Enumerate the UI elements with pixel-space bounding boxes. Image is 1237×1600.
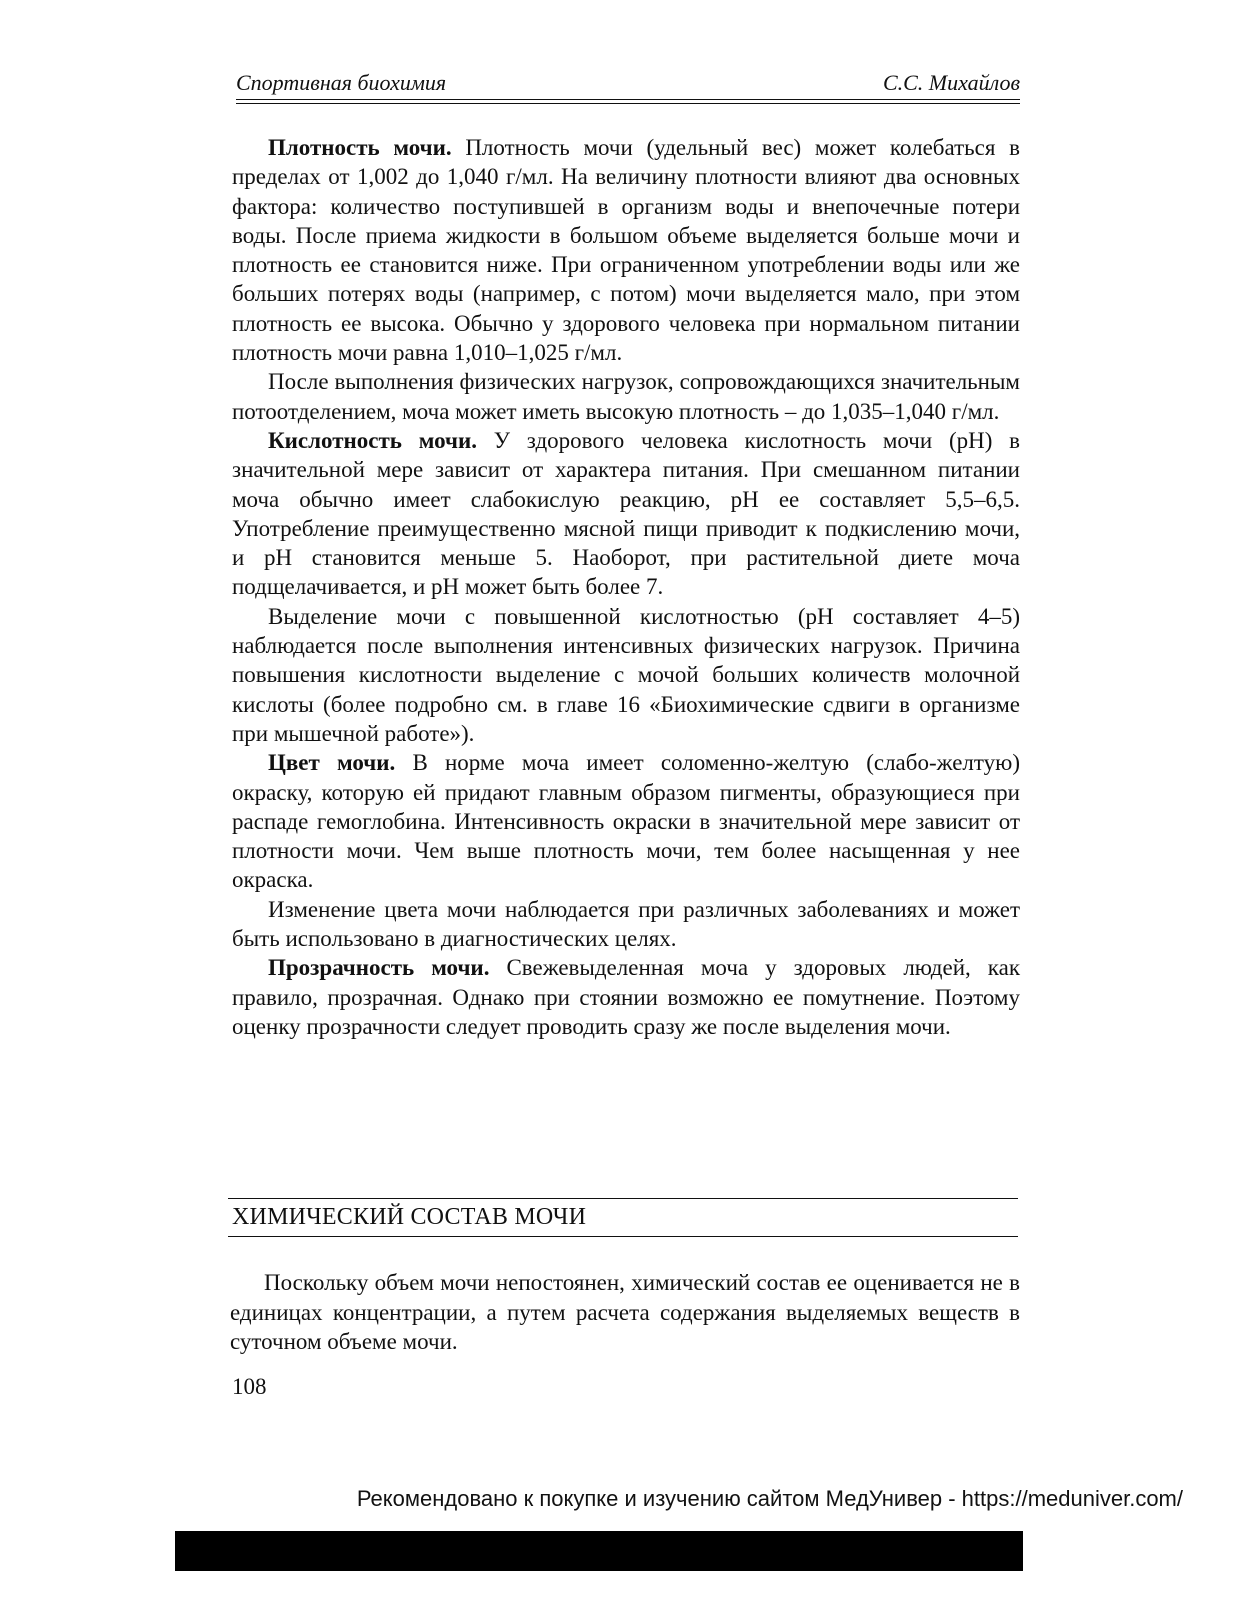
scan-edge-bar	[175, 1531, 1023, 1571]
book-title: Спортивная биохимия	[236, 70, 447, 95]
section-body	[230, 1268, 1020, 1357]
paragraph-text: После выполнения физических нагрузок, сопровождающихся значительным потоотделением, моча может иметь высокую плотность – до 1,035–1,040 г/мл.	[232, 369, 1020, 424]
paragraph-density-exercise	[232, 367, 1020, 426]
paragraph-transparency	[232, 953, 1020, 1041]
author-name: С.С. Михайлов	[882, 70, 1020, 95]
paragraph-lead: Цвет мочи.	[268, 750, 396, 776]
paragraph-text: У здорового человека кислотность мочи (рН) в значительной мере зависит от характера питания. При смешанном питании моча обычно имеет слабокислую реакцию, рН ее составляет 5,5–6,5. Употребление преимущественно мясной пищи приводит к подкислению мочи, и рН становится меньше 5. Наоборот, при растительной диете моча подщелачивается, и рН может быть более 7.	[232, 427, 1020, 600]
header-divider	[236, 99, 1020, 100]
paragraph-text: Изменение цвета мочи наблюдается при различных заболеваниях и может быть использовано в диагностических целях.	[232, 896, 1020, 952]
paragraph-color	[232, 748, 1020, 894]
header-divider-thin	[236, 103, 1020, 104]
paragraph-density	[232, 133, 1020, 367]
page-number: 108	[232, 1374, 267, 1399]
section-heading: ХИМИЧЕСКИЙ СОСТАВ МОЧИ	[232, 1204, 587, 1230]
section-divider-bottom	[228, 1236, 1018, 1237]
section-paragraph: Поскольку объем мочи непостоянен, химический состав ее оценивается не в единицах концентрации, а путем расчета содержания выделяемых веществ в суточном объеме мочи.	[230, 1270, 1020, 1354]
paragraph-color-change	[232, 895, 1020, 954]
paragraph-acidity	[232, 426, 1020, 602]
paragraph-lead: Прозрачность мочи.	[268, 955, 490, 981]
paragraph-text: Плотность мочи (удельный вес) может колебаться в пределах от 1,002 до 1,040 г/мл. На величину плотности влияют два основных фактора: количество поступившей в организм воды и внепочечные потери воды. После приема жидкости в большом объеме выделяется больше мочи и плотность ее становится ниже. При ограниченном употреблении воды или же больших потерях воды (например, с потом) мочи выделяется мало, при этом плотность ее высока. Обычно у здорового человека при нормальном питании плотность мочи равна 1,010–1,025 г/мл.	[232, 135, 1020, 366]
body-text	[232, 133, 1020, 1041]
running-header	[236, 70, 1020, 96]
paragraph-lead: Кислотность мочи.	[268, 427, 477, 453]
paragraph-text: Свежевыделенная моча у здоровых людей, как правило, прозрачная. Однако при стоянии возможно ее помутнение. Поэтому оценку прозрачности следует проводить сразу же после выделения мочи.	[232, 955, 1020, 1039]
promo-banner: Рекомендовано к покупке и изучению сайтом МедУнивер - https://meduniver.com/	[356, 1486, 1183, 1511]
paragraph-acidity-exercise	[232, 602, 1020, 748]
paragraph-text: Выделение мочи с повышенной кислотностью (рН составляет 4–5) наблюдается после выполнения интенсивных физических нагрузок. Причина повышения кислотности выделение с мочой больших количеств молочной кислоты (более подробно см. в главе 16 «Биохимические сдвиги в организме при мышечной работе»).	[232, 603, 1020, 746]
section-divider-top	[228, 1198, 1018, 1199]
paragraph-text: В норме моча имеет соломенно-желтую (слабо-желтую) окраску, которую ей придают главным образом пигменты, образующиеся при распаде гемоглобина. Интенсивность окраски в значительной мере зависит от плотности мочи. Чем выше плотность мочи, тем более насыщенная у нее окраска.	[232, 750, 1020, 893]
paragraph-lead: Плотность мочи.	[268, 135, 452, 160]
